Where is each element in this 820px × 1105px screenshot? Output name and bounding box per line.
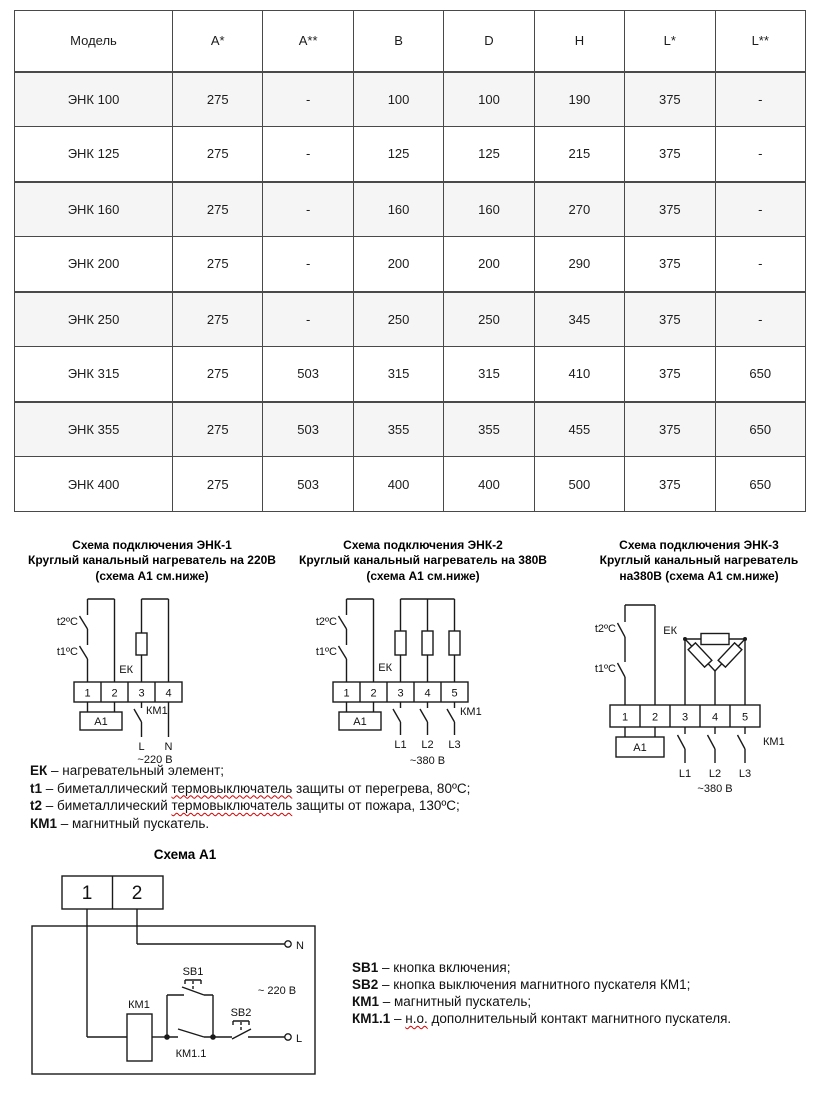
label-l: L (138, 741, 145, 754)
scheme-a1-circuit (20, 868, 350, 1082)
cell: 345 (534, 292, 624, 347)
label-ek: ЕК (663, 625, 677, 638)
cell: - (715, 292, 805, 347)
diagram-enk1-title-line2: Круглый канальный нагреватель на 220В (28, 553, 276, 568)
diagram-enk3 (578, 538, 820, 795)
diagram-enk2-title-line3: (схема А1 см.ниже) (366, 568, 480, 583)
label-t2: t2ºC (594, 623, 616, 636)
cell: 275 (173, 182, 263, 237)
legend-item: t2 – биметаллический термовыключатель защиты от пожара, 130ºС; (30, 798, 460, 813)
cell: - (263, 72, 353, 127)
cell: ЭНК 125 (15, 127, 173, 182)
column-header-h: H (534, 11, 624, 72)
label-l1: L1 (394, 739, 407, 752)
label-sb2: SB2 (230, 1007, 252, 1019)
cell: 275 (173, 237, 263, 292)
cell: 275 (173, 457, 263, 512)
label-l2: L2 (421, 739, 434, 752)
table-row (15, 72, 806, 127)
table-row (15, 347, 806, 402)
enclosure-box (32, 926, 315, 1074)
scheme-a1 (20, 847, 350, 1082)
label-sb1: SB1 (182, 966, 204, 978)
km11-contact (167, 1029, 213, 1037)
legend-item: SB2 – кнопка выключения магнитного пускателя КМ1; (352, 977, 691, 992)
label-t1: t1ºC (315, 646, 337, 659)
cell: 100 (353, 72, 443, 127)
label-voltage: ~220 В (137, 754, 173, 766)
terminal-l-point (285, 1034, 291, 1040)
diagram-enk2-title (288, 538, 558, 584)
km1-contacts (678, 727, 746, 763)
cell: ЭНК 100 (15, 72, 173, 127)
legend-item: КМ1 – магнитный пускатель. (30, 815, 210, 831)
cell: ЭНК 200 (15, 237, 173, 292)
cell: 160 (444, 182, 534, 237)
terminal-1: 1 (343, 687, 350, 700)
heater-element-symbol (422, 631, 433, 655)
terminal-n-point (285, 941, 291, 947)
diagram-enk1-title-line1: Схема подключения ЭНК-1 (72, 538, 232, 552)
cell: 650 (715, 457, 805, 512)
cell: 200 (353, 237, 443, 292)
label-a1: А1 (633, 742, 647, 755)
diagram-enk1-title (16, 538, 288, 584)
label-km1: КМ1 (128, 999, 150, 1011)
label-t1: t1ºC (56, 646, 78, 659)
label-voltage: ~ 220 В (257, 985, 297, 997)
terminal-2: 2 (131, 883, 143, 904)
cell: 275 (173, 402, 263, 457)
cell: 375 (625, 237, 715, 292)
diagram-enk2-title-line2: Круглый канальный нагреватель на 380В (299, 553, 547, 568)
components-legend (30, 762, 570, 832)
label-t2: t2ºC (315, 616, 337, 629)
label-ek: ЕК (378, 662, 392, 675)
column-header-l2: L** (715, 11, 805, 72)
legend-item: ЕК – нагревательный элемент; (30, 763, 225, 778)
enk3-circuit-diagram (580, 587, 818, 795)
thermal-switch-blades (618, 623, 626, 677)
cell: ЭНК 315 (15, 347, 173, 402)
column-header-l1: L* (625, 11, 715, 72)
diagram-enk2 (288, 538, 558, 769)
terminal-5: 5 (451, 687, 458, 700)
cell: 275 (173, 127, 263, 182)
cell: 215 (534, 127, 624, 182)
terminal-3: 3 (681, 711, 689, 724)
cell: 200 (444, 237, 534, 292)
sb1-bypass (167, 987, 213, 1037)
cell: 375 (625, 292, 715, 347)
label-voltage: ~380 В (409, 755, 446, 768)
cell: - (715, 127, 805, 182)
terminal-2: 2 (370, 687, 377, 700)
label-ek: ЕК (119, 664, 133, 677)
cell: ЭНК 355 (15, 402, 173, 457)
diagram-enk1 (16, 538, 288, 765)
label-km1: КМ1 (146, 705, 168, 718)
legend-item: КМ1 – магнитный пускатель; (352, 994, 532, 1009)
heater-element-symbol (701, 634, 729, 645)
dimensions-table-wrap (14, 10, 806, 512)
enk1-circuit-diagram (16, 587, 288, 765)
cell: 650 (715, 402, 805, 457)
scheme-a1-title: Схема А1 (153, 847, 217, 862)
cell: 375 (625, 127, 715, 182)
cell: 315 (353, 347, 443, 402)
cell: 355 (353, 402, 443, 457)
cell: 275 (173, 292, 263, 347)
cell: - (263, 182, 353, 237)
cell: ЭНК 160 (15, 182, 173, 237)
heater-element-symbol (449, 631, 460, 655)
cell: 125 (444, 127, 534, 182)
legend-item: КМ1.1 – н.о. дополнительный контакт магнитного пускателя. (352, 1011, 732, 1026)
label-a1: А1 (353, 716, 367, 729)
header-row (15, 11, 806, 72)
cell: 355 (444, 402, 534, 457)
cell: 250 (353, 292, 443, 347)
column-header-a2: A** (263, 11, 353, 72)
terminal-1: 1 (621, 711, 629, 724)
label-t2: t2ºC (56, 616, 78, 629)
table-row (15, 457, 806, 512)
terminal-4: 4 (165, 687, 172, 700)
terminal-2: 2 (111, 687, 118, 700)
cell: ЭНК 400 (15, 457, 173, 512)
diagram-enk1-title-line3: (схема А1 см.ниже) (95, 568, 209, 583)
diagram-enk2-title-line1: Схема подключения ЭНК-2 (343, 538, 503, 552)
cell: 503 (263, 457, 353, 512)
cell: 375 (625, 402, 715, 457)
label-l3: L3 (738, 768, 752, 781)
cell: 125 (353, 127, 443, 182)
diagram-enk3-title-line1: Схема подключения ЭНК-3 (619, 538, 779, 552)
table-row (15, 182, 806, 237)
terminal-1: 1 (81, 883, 93, 904)
heater-element-symbol (688, 643, 712, 667)
terminal-3: 3 (397, 687, 404, 700)
label-l3: L3 (448, 739, 461, 752)
terminal-5: 5 (741, 711, 749, 724)
column-header-model: Модель (15, 11, 173, 72)
cell: - (263, 237, 353, 292)
table-row (15, 127, 806, 182)
label-l2: L2 (708, 768, 722, 781)
dimensions-table (14, 10, 806, 512)
cell: 250 (444, 292, 534, 347)
scheme-a1-legend (352, 959, 802, 1027)
legend-item: t1 – биметаллический термовыключатель защиты от перегрева, 80ºС; (30, 780, 471, 796)
enk2-circuit-diagram (288, 587, 558, 769)
diagram-enk3-title-line3: на380В (схема А1 см.ниже) (619, 568, 779, 583)
label-km11: КМ1.1 (175, 1048, 207, 1060)
km1-coil (127, 1014, 152, 1061)
terminal-1: 1 (84, 687, 91, 700)
cell: - (263, 292, 353, 347)
diagram-enk3-title-line2: Круглый канальный нагреватель (599, 553, 799, 568)
label-l: L (296, 1033, 303, 1045)
heater-element-symbol (136, 633, 147, 655)
diagram-enk3-title (578, 538, 820, 584)
cell: 275 (173, 72, 263, 127)
cell: 503 (263, 402, 353, 457)
label-t1: t1ºC (594, 663, 616, 676)
cell: 275 (173, 347, 263, 402)
terminal-2: 2 (651, 711, 659, 724)
cell: 375 (625, 182, 715, 237)
cell: 400 (353, 457, 443, 512)
column-header-a1: A* (173, 11, 263, 72)
cell: 160 (353, 182, 443, 237)
terminal-4: 4 (711, 711, 719, 724)
label-voltage: ~380 В (697, 783, 733, 796)
label-a1: А1 (94, 716, 108, 729)
sb2-contact (213, 1029, 285, 1039)
cell: 290 (534, 237, 624, 292)
cell: - (715, 72, 805, 127)
cell: 410 (534, 347, 624, 402)
label-n: N (164, 741, 173, 754)
cell: - (263, 127, 353, 182)
table-row (15, 292, 806, 347)
cell: - (715, 182, 805, 237)
cell: 375 (625, 347, 715, 402)
terminal-4: 4 (424, 687, 431, 700)
cell: 270 (534, 182, 624, 237)
thermal-switch-blades (339, 616, 347, 659)
cell: - (715, 237, 805, 292)
table-row (15, 237, 806, 292)
table-row (15, 402, 806, 457)
heater-element-symbol (395, 631, 406, 655)
label-n: N (296, 940, 304, 952)
cell: 503 (263, 347, 353, 402)
cell: 315 (444, 347, 534, 402)
column-header-b: B (353, 11, 443, 72)
cell: 100 (444, 72, 534, 127)
terminal-3: 3 (138, 687, 145, 700)
cell: 375 (625, 457, 715, 512)
cell: 400 (444, 457, 534, 512)
label-l1: L1 (678, 768, 692, 781)
cell: 190 (534, 72, 624, 127)
thermal-switch-blades (80, 616, 88, 659)
legend-item: SB1 – кнопка включения; (352, 960, 511, 975)
cell: 650 (715, 347, 805, 402)
column-header-d: D (444, 11, 534, 72)
km1-contacts (393, 702, 455, 735)
label-km1: КМ1 (460, 706, 482, 719)
label-km1: КМ1 (763, 736, 785, 749)
cell: ЭНК 250 (15, 292, 173, 347)
cell: 375 (625, 72, 715, 127)
heater-element-symbol (718, 643, 742, 667)
cell: 455 (534, 402, 624, 457)
cell: 500 (534, 457, 624, 512)
